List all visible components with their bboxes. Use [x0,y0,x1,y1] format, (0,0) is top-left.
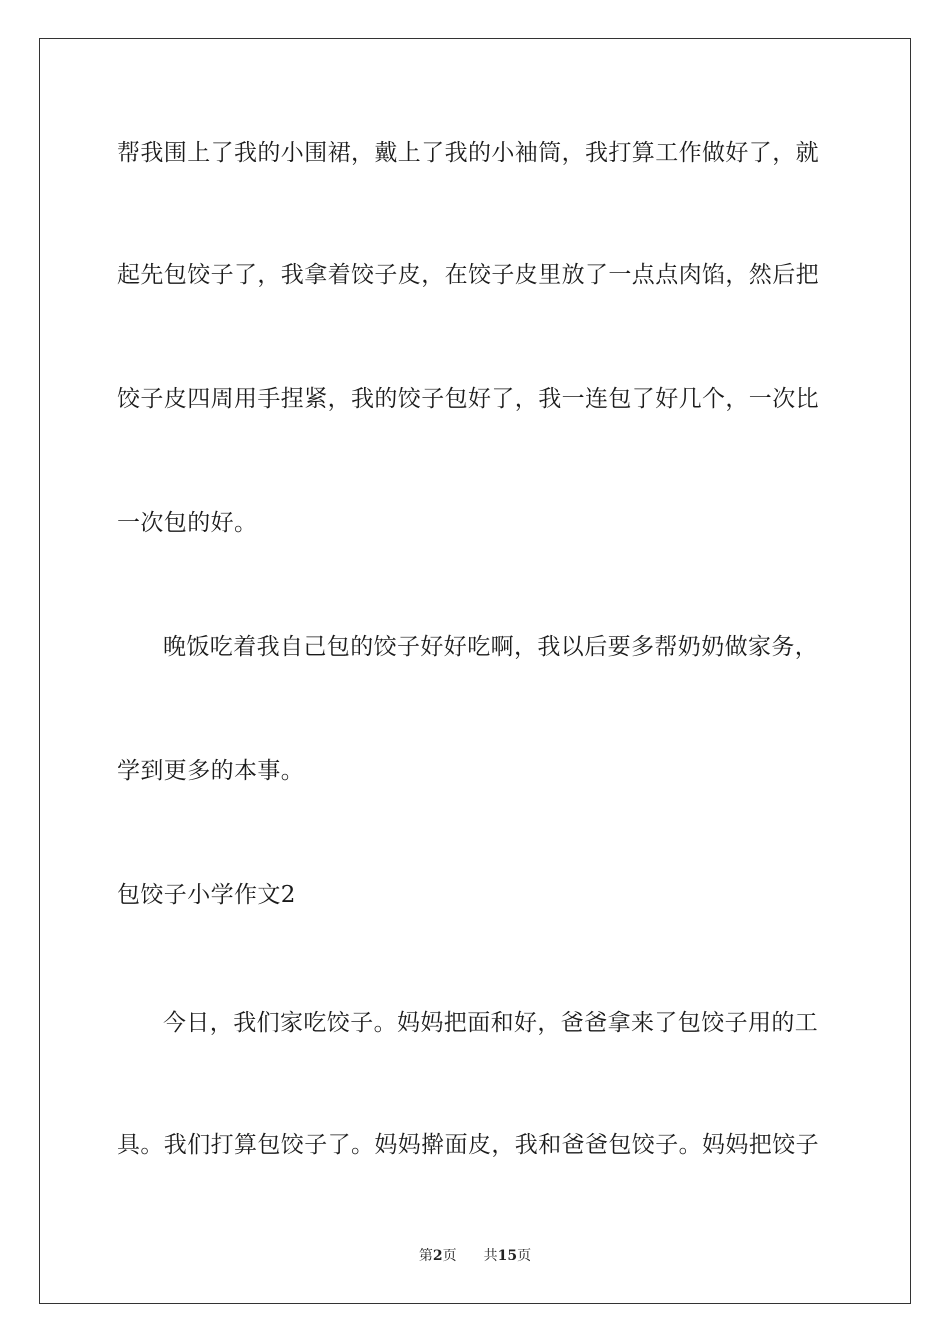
page-footer [0,1246,950,1266]
current-page-number: 2 [432,1248,443,1264]
body-text-line-1: 帮我围上了我的小围裙，戴上了我的小袖筒，我打算工作做好了，就 [117,140,819,166]
page-number-label: 第2页 [418,1248,457,1264]
body-text-line-3: 饺子皮四周用手捏紧，我的饺子包好了，我一连包了好几个，一次比 [117,386,819,412]
body-text-line-7: 今日，我们家吃饺子。妈妈把面和好，爸爸拿来了包饺子用的工 [163,1010,819,1036]
total-page-count: 15 [497,1248,518,1264]
total-pages-label: 共15页 [483,1248,532,1264]
body-text-line-8: 具。我们打算包饺子了。妈妈擀面皮，我和爸爸包饺子。妈妈把饺子 [117,1132,819,1158]
page-frame [39,38,911,1304]
body-text-line-2: 起先包饺子了，我拿着饺子皮，在饺子皮里放了一点点肉馅，然后把 [117,262,819,288]
body-text-line-5: 晚饭吃着我自己包的饺子好好吃啊，我以后要多帮奶奶做家务， [163,634,819,660]
body-text-line-4: 一次包的好。 [117,510,258,536]
body-text-line-6: 学到更多的本事。 [117,758,305,784]
section-heading: 包饺子小学作文2 [117,882,296,908]
